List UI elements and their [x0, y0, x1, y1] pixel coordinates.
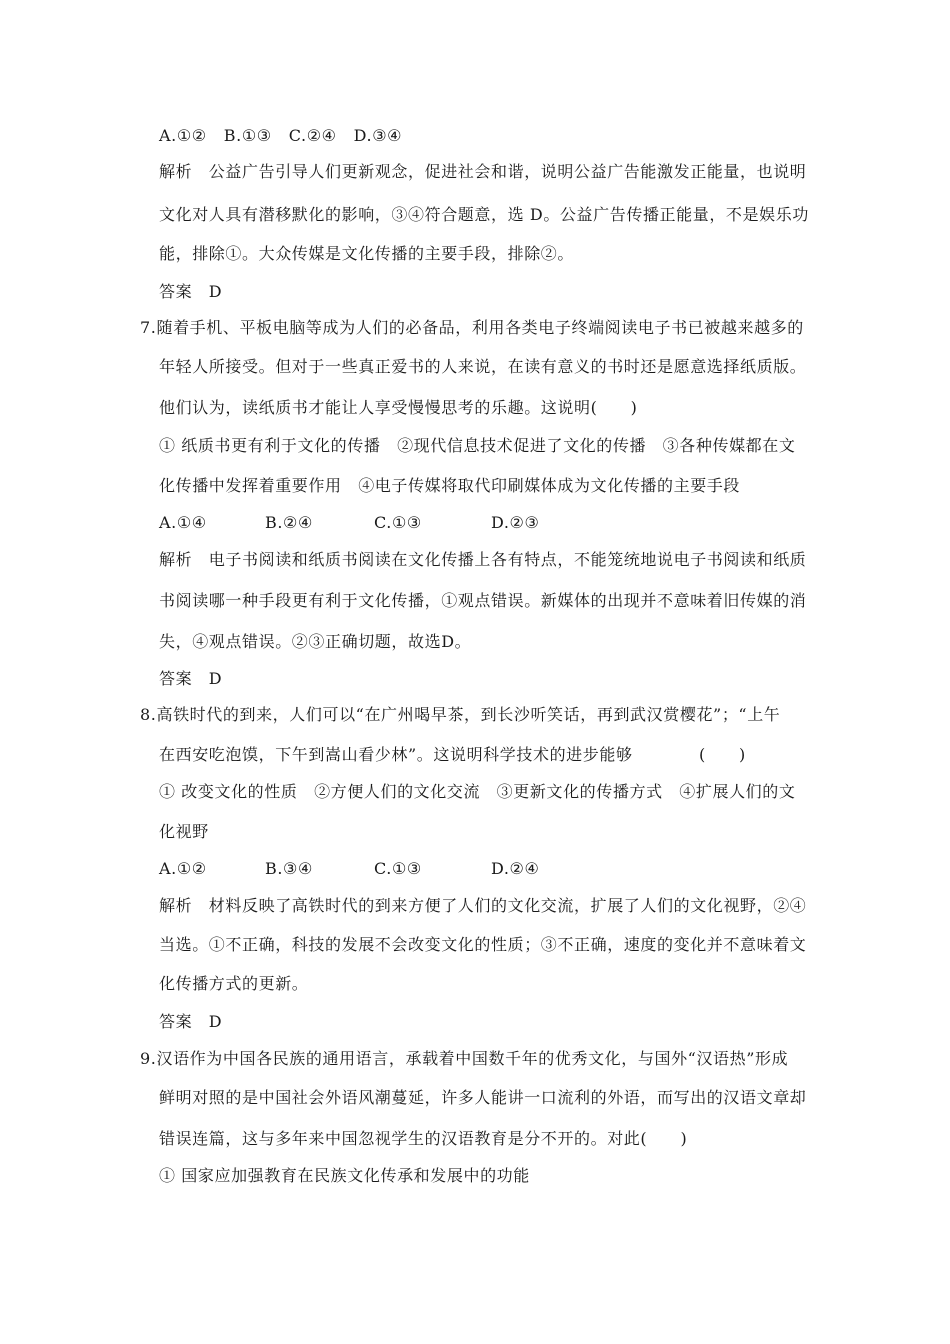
q8-stem-line-1: 8.高铁时代的到来，人们可以“在广州喝早茶，到长沙听笑话，再到武汉赏樱花”；“上午	[140, 705, 781, 724]
q7-stem-line-3: 他们认为，读纸质书才能让人享受慢慢思考的乐趣。这说明( )	[159, 398, 638, 417]
q7-answer: 答案 D	[159, 669, 223, 688]
q8-option-c: C.①③	[374, 859, 422, 878]
q6-analysis-line-3: 能，排除①。大众传媒是文化传播的主要手段，排除②。	[159, 244, 575, 263]
q8-stem-line-2: 在西安吃泡馍，下午到嵩山看少林”。这说明科学技术的进步能够 ( )	[159, 745, 746, 764]
q6-analysis-line-2: 文化对人具有潜移默化的影响，③④符合题意，选 D。公益广告传播正能量，不是娱乐功	[159, 205, 809, 224]
q7-stem-line-2: 年轻人所接受。但对于一些真正爱书的人来说，在读有意义的书时还是愿意选择纸质版。	[159, 357, 807, 376]
q9-stem-line-3: 错误连篇，这与多年来中国忽视学生的汉语教育是分不开的。对此( )	[159, 1129, 688, 1148]
q8-analysis-line-3: 化传播方式的更新。	[159, 974, 309, 993]
q7-option-c: C.①③	[374, 513, 422, 532]
q7-analysis-line-3: 失，④观点错误。②③正确切题，故选D。	[159, 632, 472, 651]
q6-answer: 答案 D	[159, 282, 223, 301]
q7-option-a: A.①④	[159, 513, 207, 532]
q7-analysis-line-1: 解析 电子书阅读和纸质书阅读在文化传播上各有特点，不能笼统地说电子书阅读和纸质	[159, 550, 807, 569]
q8-option-b: B.③④	[265, 859, 313, 878]
q8-analysis-line-1: 解析 材料反映了高铁时代的到来方便了人们的文化交流，扩展了人们的文化视野，②④	[159, 896, 807, 915]
q9-stem-line-1: 9.汉语作为中国各民族的通用语言，承载着中国数千年的优秀文化，与国外“汉语热”形成	[140, 1049, 789, 1068]
q9-stem-line-2: 鲜明对照的是中国社会外语风潮蔓延，许多人能讲一口流利的外语，而写出的汉语文章却	[159, 1088, 807, 1107]
q6-options: A.①② B.①③ C.②④ D.③④	[159, 126, 403, 145]
q9-item-line-1: ① 国家应加强教育在民族文化传承和发展中的功能	[159, 1166, 530, 1185]
q6-analysis-line-1: 解析 公益广告引导人们更新观念，促进社会和谐，说明公益广告能激发正能量，也说明	[159, 162, 807, 181]
q8-item-line-2: 化视野	[159, 822, 209, 841]
q7-analysis-line-2: 书阅读哪一种手段更有利于文化传播，①观点错误。新媒体的出现并不意味着旧传媒的消	[159, 591, 807, 610]
q7-option-b: B.②④	[265, 513, 313, 532]
q7-stem-line-1: 7.随着手机、平板电脑等成为人们的必备品，利用各类电子终端阅读电子书已被越来越多的	[140, 318, 804, 337]
q7-option-d: D.②③	[491, 513, 540, 532]
q8-answer: 答案 D	[159, 1012, 223, 1031]
q8-option-a: A.①②	[159, 859, 207, 878]
q8-option-d: D.②④	[491, 859, 540, 878]
q7-item-line-1: ① 纸质书更有利于文化的传播 ②现代信息技术促进了文化的传播 ③各种传媒都在文	[159, 436, 796, 455]
q8-item-line-1: ① 改变文化的性质 ②方便人们的文化交流 ③更新文化的传播方式 ④扩展人们的文	[159, 782, 796, 801]
q8-analysis-line-2: 当选。①不正确，科技的发展不会改变文化的性质；③不正确，速度的变化并不意味着文	[159, 935, 807, 954]
q7-item-line-2: 化传播中发挥着重要作用 ④电子传媒将取代印刷媒体成为文化传播的主要手段	[159, 476, 741, 495]
